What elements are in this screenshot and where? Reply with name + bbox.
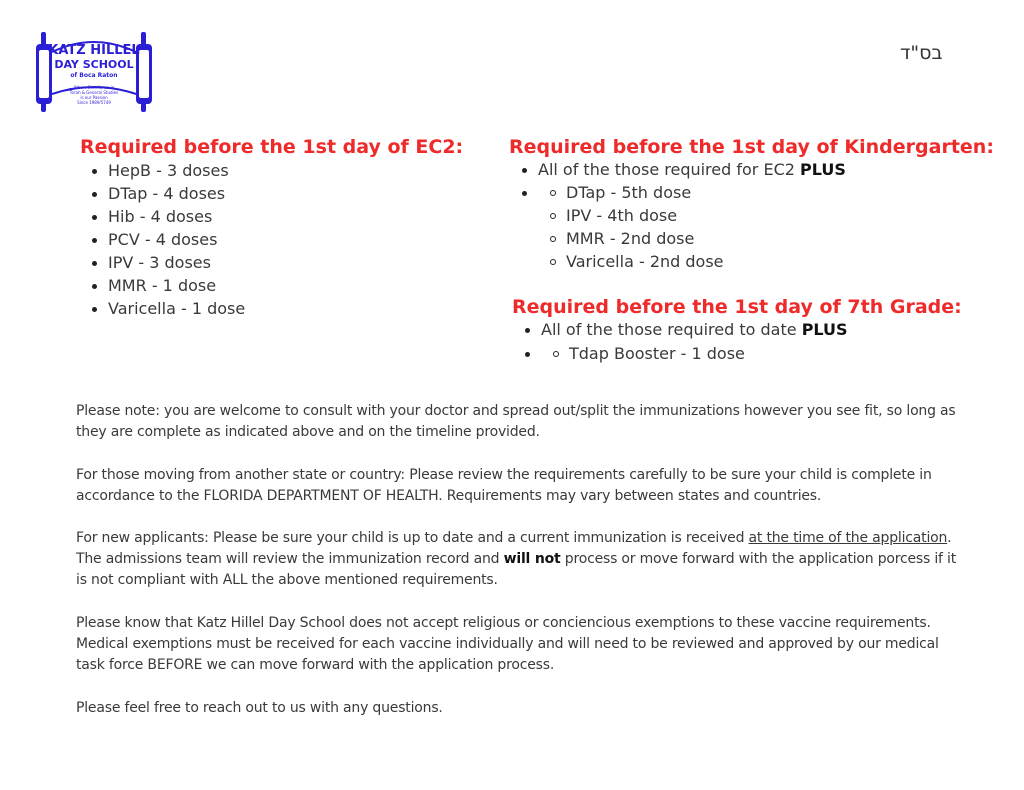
list-item: Varicella - 1 dose [80, 297, 245, 320]
note-contact: Please feel free to reach out to us with any questions. [76, 700, 443, 716]
grade7-heading: Required before the 1st day of 7th Grade: [512, 296, 962, 318]
list-item: MMR - 2nd dose [510, 227, 724, 250]
ec2-list [80, 159, 245, 320]
grade7-lead: All of the those required to date [541, 320, 802, 339]
svg-text:Since 1989/5749: Since 1989/5749 [77, 100, 111, 105]
svg-text:DAY SCHOOL: DAY SCHOOL [54, 58, 134, 71]
list-item: IPV - 3 doses [80, 251, 245, 274]
hebrew-header-mark: בס"ד [900, 42, 943, 64]
list-item: DTap - 4 doses [80, 182, 245, 205]
plus-label: PLUS [801, 320, 848, 339]
kindergarten-lead: All of the those required for EC2 [538, 160, 800, 179]
list-item [513, 318, 848, 341]
bold-text: will not [503, 551, 561, 567]
note-out-of-state: For those moving from another state or country: Please review the requirements carefully to be sure your child is complete in accordance to the FLORIDA DEPARTMENT OF HEALTH. Requirements may vary between states and countries. [76, 467, 932, 504]
svg-text:of Boca Raton: of Boca Raton [70, 72, 118, 79]
plus-label: PLUS [800, 160, 846, 179]
kindergarten-sublist [510, 181, 724, 271]
list-item [510, 158, 846, 181]
svg-text:Where Excellence in: Where Excellence in [73, 85, 115, 90]
list-item: IPV - 4th dose [510, 204, 724, 227]
svg-text:KATZ HILLEL: KATZ HILLEL [48, 43, 140, 58]
list-item: Hib - 4 doses [80, 205, 245, 228]
note-new-applicants [76, 528, 956, 591]
underlined-text: at the time of the application [748, 530, 948, 546]
note-consult-doctor: Please note: you are welcome to consult with your doctor and spread out/split the immunizations however you see fit, so long as they are complete as indicated above and on the timeline provided. [76, 403, 956, 440]
list-item: DTap - 5th dose [510, 181, 724, 204]
school-logo [30, 28, 158, 114]
note-exemptions: Please know that Katz Hillel Day School does not accept religious or conciencious exemptions to these vaccine requirements. Medical exemptions must be received for each vaccine individually and will need to be reviewed and approved by our medical task force BEFORE we can move forward with the application process. [76, 615, 939, 673]
list-item: HepB - 3 doses [80, 159, 245, 182]
note-text: process or move forward with the application porcess if it is not compliant with ALL the above mentioned requirements. [76, 551, 957, 588]
kindergarten-heading: Required before the 1st day of Kindergarten: [509, 136, 994, 158]
list-item: Varicella - 2nd dose [510, 250, 724, 273]
note-text: For new applicants: Please be sure your child is up to date and a current immunization is received [76, 530, 749, 546]
list-item: Tdap Booster - 1 dose [513, 342, 745, 365]
svg-text:Torah & General Studies: Torah & General Studies [69, 90, 119, 95]
grade7-list [513, 318, 848, 341]
torah-scroll-icon [30, 28, 158, 114]
svg-text:is our Passion: is our Passion [80, 95, 108, 100]
grade7-sublist [513, 342, 745, 365]
ec2-heading: Required before the 1st day of EC2: [80, 136, 464, 158]
list-item: MMR - 1 dose [80, 274, 245, 297]
note-text: . The admissions team will review the immunization record and [76, 530, 952, 567]
kindergarten-list [510, 158, 846, 181]
list-item: PCV - 4 doses [80, 228, 245, 251]
